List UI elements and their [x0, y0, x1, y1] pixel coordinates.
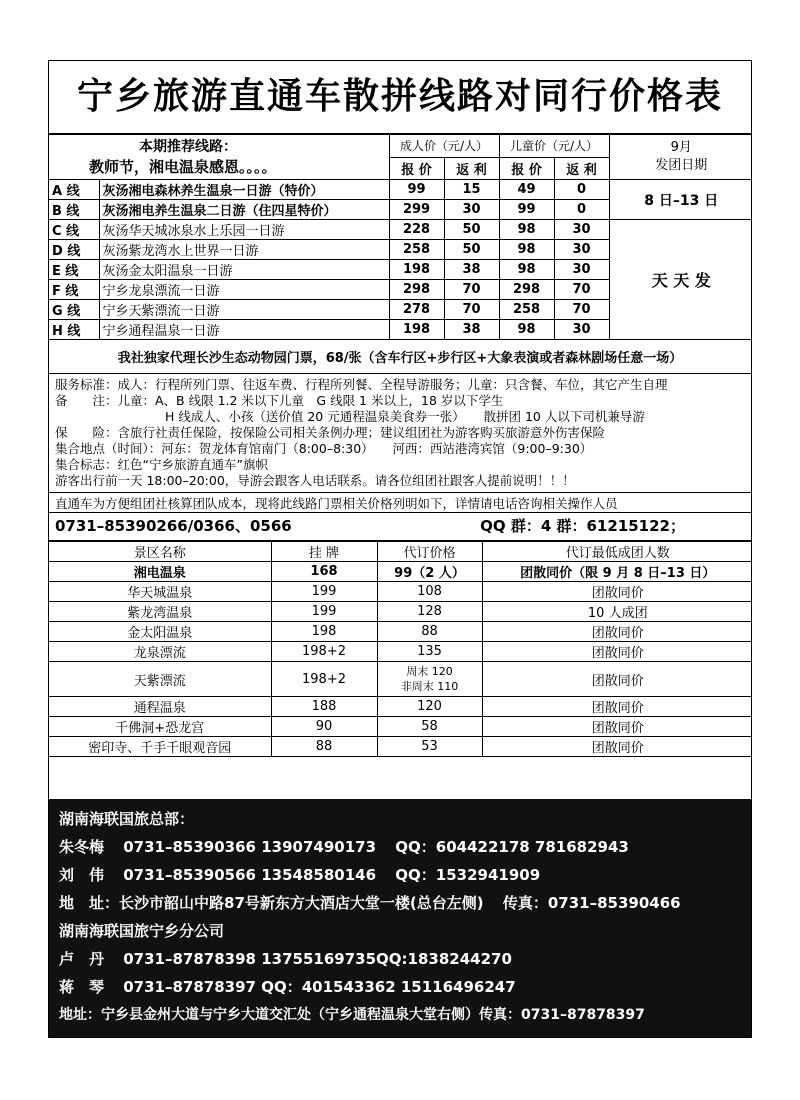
adult-price: 228	[389, 220, 444, 240]
branch-title: 湖南海联国旅宁乡分公司	[59, 922, 225, 940]
route-code: G 线	[49, 300, 99, 320]
scenic-row	[49, 737, 752, 757]
contact-section	[49, 493, 751, 513]
scenic-price: 108	[377, 582, 482, 602]
scenic-row	[49, 622, 752, 642]
route-header-row-1	[49, 135, 752, 158]
child-rebate: 30	[554, 240, 609, 260]
child-price: 98	[499, 320, 554, 340]
child-price: 99	[499, 200, 554, 220]
scenic-row	[49, 642, 752, 662]
scenic-price: 135	[377, 642, 482, 662]
adult-rebate: 38	[444, 320, 499, 340]
scenic-listed: 90	[271, 717, 377, 737]
scenic-listed: 199	[271, 602, 377, 622]
scenic-min: 团散同价	[482, 582, 752, 602]
child-price: 49	[499, 180, 554, 200]
adult-quote-header: 报 价	[389, 157, 444, 180]
zoo-ticket-notice: 我社独家代理长沙生态动物园门票，68/张（含车行区+步行区+大象表演或者森林剧场任意一场）	[49, 340, 751, 374]
route-row	[49, 180, 752, 200]
scenic-price: 120	[377, 697, 482, 717]
scenic-price-weekday: 非周末 110	[400, 680, 459, 693]
scenic-min: 团散同价	[482, 737, 752, 757]
scenic-price-weekend: 周末 120	[406, 665, 453, 678]
adult-rebate: 38	[444, 260, 499, 280]
route-name: 灰汤紫龙湾水上世界一日游	[99, 240, 389, 260]
route-name: 宁乡龙泉漂流一日游	[99, 280, 389, 300]
route-code: B 线	[49, 200, 99, 220]
scenic-listed: 188	[271, 697, 377, 717]
adult-rebate: 50	[444, 220, 499, 240]
scenic-price: 58	[377, 717, 482, 737]
tourist-contact-note: 游客出行前一天 18:00–20:00，导游会跟客人电话联系。请各位组团社跟客人提前说明！！！	[55, 473, 575, 488]
scenic-row	[49, 697, 752, 717]
route-code: D 线	[49, 240, 99, 260]
child-rebate: 70	[554, 280, 609, 300]
route-price-table	[49, 134, 752, 340]
scenic-col-name: 景区名称	[49, 542, 271, 562]
child-rebate: 30	[554, 320, 609, 340]
child-rebate: 30	[554, 260, 609, 280]
contact-person-2: 刘 伟 0731–85390566 13548580146 QQ：1532941909	[59, 866, 541, 884]
scenic-name: 天紫漂流	[49, 662, 271, 697]
contact-intro: 直通车为方便组团社核算团队成本，现将此线路门票相关价格列明如下，详情请电话咨询相关操作人员	[55, 496, 618, 511]
scenic-min: 团散同价（限 9 月 8 日–13 日）	[482, 562, 752, 582]
contact-phone: 0731–85390266/0366、0566	[55, 517, 292, 535]
scenic-row	[49, 717, 752, 737]
meeting-flag: 集合标志：红色“宁乡旅游直通车”旗帜	[55, 457, 268, 472]
scenic-price: 88	[377, 622, 482, 642]
service-standard: 服务标准：成人：行程所列门票、往返车费、行程所列餐、全程导游服务；儿童：只含餐、车位，其它产生自理	[55, 377, 668, 392]
adult-rebate: 15	[444, 180, 499, 200]
scenic-min: 团散同价	[482, 622, 752, 642]
route-name: 灰汤湘电森林养生温泉一日游（特价）	[99, 180, 389, 200]
hq-address: 地 址：长沙市韶山中路87号新东方大酒店大堂一楼(总台左侧) 传真：0731–85390466	[59, 894, 681, 912]
scenic-name: 龙泉漂流	[49, 642, 271, 662]
child-price: 98	[499, 260, 554, 280]
route-name: 灰汤湘电养生温泉二日游（住四星特价）	[99, 200, 389, 220]
scenic-name: 湘电温泉	[49, 562, 271, 582]
scenic-row	[49, 582, 752, 602]
depart-date-label: 发团日期	[655, 158, 708, 173]
child-rebate: 70	[554, 300, 609, 320]
scenic-listed: 168	[271, 562, 377, 582]
scenic-price: 99（2 人）	[377, 562, 482, 582]
scenic-row	[49, 662, 752, 697]
scenic-col-min: 代订最低成团人数	[482, 542, 752, 562]
route-code: E 线	[49, 260, 99, 280]
adult-rebate: 70	[444, 280, 499, 300]
remark-line-1: 备 注：儿童：A、B 线限 1.2 米以下儿童 G 线限 1 米以上，18 岁以下学生	[55, 393, 504, 408]
child-rebate: 0	[554, 180, 609, 200]
month-label: 9月	[670, 140, 692, 155]
scenic-listed: 88	[271, 737, 377, 757]
scenic-price	[377, 662, 482, 697]
meeting-point: 集合地点（时间）：河东：贺龙体育馆南门（8:00–8:30） 河西：西站港湾宾馆（9:00–9:30）	[55, 441, 593, 456]
scenic-min: 团散同价	[482, 642, 752, 662]
scenic-min: 团散同价	[482, 662, 752, 697]
scenic-name: 华天城温泉	[49, 582, 271, 602]
contact-person-1: 朱冬梅 0731–85390366 13907490173 QQ：604422178 781682943	[59, 838, 629, 856]
footer-contacts	[49, 799, 751, 1037]
adult-rebate-header: 返 利	[444, 157, 499, 180]
child-quote-header: 报 价	[499, 157, 554, 180]
child-rebate-header: 返 利	[554, 157, 609, 180]
route-row	[49, 220, 752, 240]
child-price-header: 儿童价（元/人）	[499, 135, 609, 158]
child-price: 298	[499, 280, 554, 300]
depart-date-daily: 天 天 发	[609, 220, 752, 340]
scenic-name: 通程温泉	[49, 697, 271, 717]
scenic-name: 密印寺、千手千眼观音园	[49, 737, 271, 757]
route-code: C 线	[49, 220, 99, 240]
adult-rebate: 70	[444, 300, 499, 320]
scenic-header-row	[49, 542, 752, 562]
route-name: 宁乡天紫漂流一日游	[99, 300, 389, 320]
adult-rebate: 30	[444, 200, 499, 220]
hq-title: 湖南海联国旅总部：	[59, 810, 195, 828]
page-title: 宁乡旅游直通车散拼线路对同行价格表	[49, 61, 751, 134]
route-name: 灰汤金太阳温泉一日游	[99, 260, 389, 280]
scenic-listed: 199	[271, 582, 377, 602]
scenic-row	[49, 602, 752, 622]
scenic-name: 金太阳温泉	[49, 622, 271, 642]
depart-date-ab: 8 日–13 日	[609, 180, 752, 220]
scenic-listed: 198+2	[271, 662, 377, 697]
child-price: 98	[499, 220, 554, 240]
adult-price: 298	[389, 280, 444, 300]
adult-price-header: 成人价（元/人）	[389, 135, 499, 158]
adult-price: 198	[389, 320, 444, 340]
scenic-min: 10 人成团	[482, 602, 752, 622]
scenic-min: 团散同价	[482, 697, 752, 717]
scenic-name: 千佛洞+恐龙宫	[49, 717, 271, 737]
route-name: 宁乡通程温泉一日游	[99, 320, 389, 340]
scenic-name: 紫龙湾温泉	[49, 602, 271, 622]
scenic-price: 53	[377, 737, 482, 757]
recommend-title: 本期推荐线路：	[139, 139, 237, 155]
scenic-listed: 198+2	[271, 642, 377, 662]
adult-price: 99	[389, 180, 444, 200]
adult-rebate: 50	[444, 240, 499, 260]
contact-person-3: 卢 丹 0731–87878398 13755169735QQ:1838244270	[59, 950, 512, 968]
child-rebate: 0	[554, 200, 609, 220]
route-code: A 线	[49, 180, 99, 200]
price-sheet	[48, 60, 752, 1038]
recommend-sub: 教师节，湘电温泉感恩。。。。	[89, 158, 277, 176]
insurance-line: 保 险：含旅行社责任保险，按保险公司相关条例办理；建议组团社为游客购买旅游意外伤害保险	[55, 425, 606, 440]
scenic-col-listed: 挂 牌	[271, 542, 377, 562]
adult-price: 299	[389, 200, 444, 220]
child-price: 98	[499, 240, 554, 260]
scenic-row	[49, 562, 752, 582]
scenic-price-table	[49, 541, 752, 757]
contact-phone-row	[49, 513, 751, 541]
route-code: H 线	[49, 320, 99, 340]
contact-person-4: 蒋 琴 0731–87878397 QQ：401543362 15116496247	[59, 978, 516, 996]
adult-price: 258	[389, 240, 444, 260]
scenic-col-price: 代订价格	[377, 542, 482, 562]
branch-address: 地址：宁乡县金州大道与宁乡大道交汇处（宁乡通程温泉大堂右侧）传真：0731–87878397	[59, 1007, 645, 1023]
route-name: 灰汤华天城冰泉水上乐园一日游	[99, 220, 389, 240]
qq-group: QQ 群：4 群：61215122；	[480, 517, 685, 535]
route-code: F 线	[49, 280, 99, 300]
child-rebate: 30	[554, 220, 609, 240]
adult-price: 198	[389, 260, 444, 280]
info-section	[49, 374, 751, 493]
scenic-listed: 198	[271, 622, 377, 642]
scenic-price: 128	[377, 602, 482, 622]
adult-price: 278	[389, 300, 444, 320]
remark-line-2: H 线成人、小孩（送价值 20 元通程温泉美食券一张） 散拼团 10 人以下司机兼导游	[165, 409, 645, 424]
scenic-min: 团散同价	[482, 717, 752, 737]
child-price: 258	[499, 300, 554, 320]
